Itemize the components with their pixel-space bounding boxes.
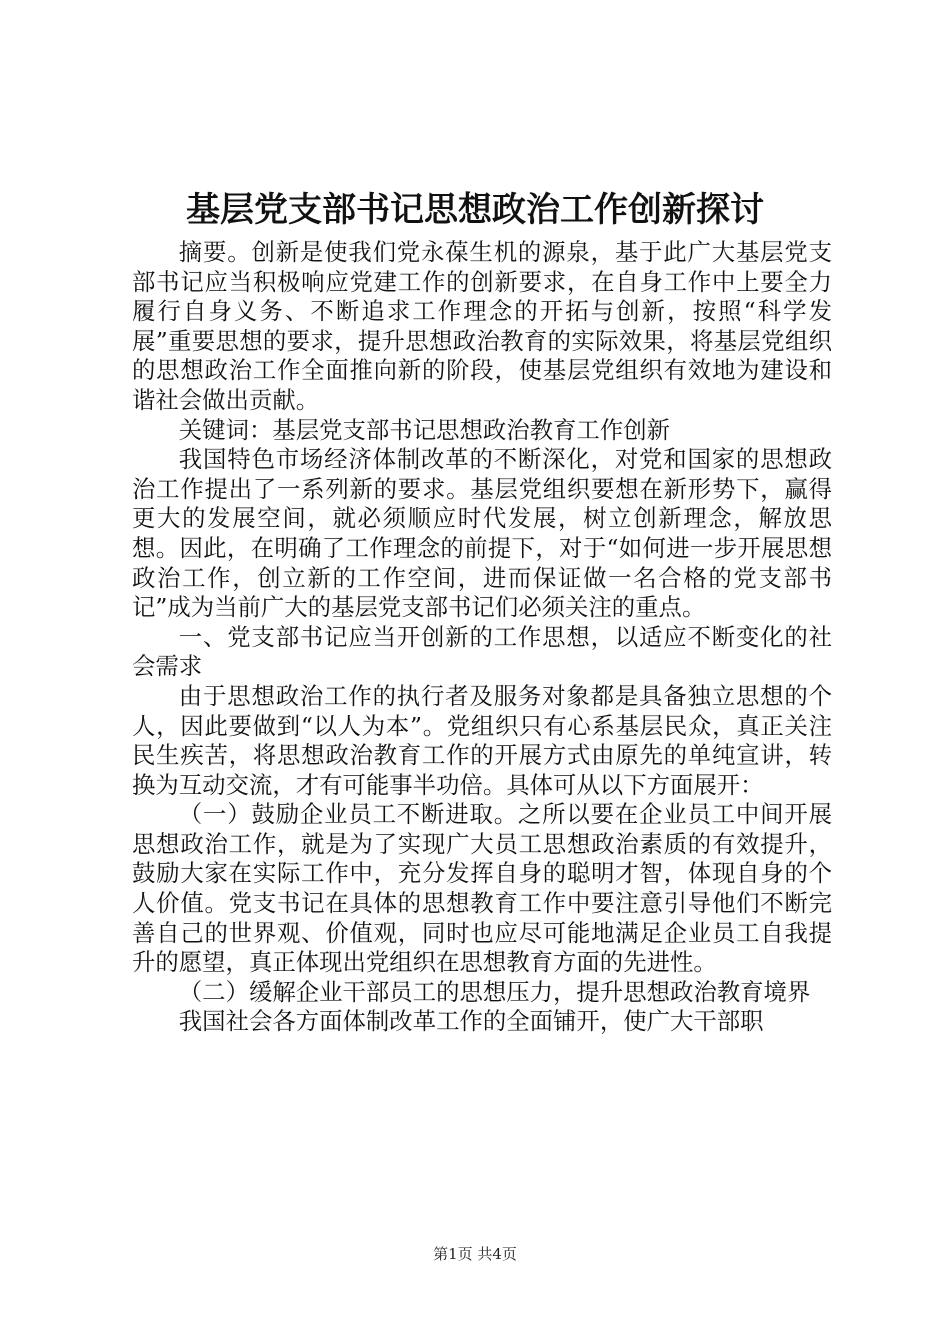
keywords-paragraph: 关键词：基层党支部书记思想政治教育工作创新	[178, 415, 670, 444]
intro-paragraph: 我国特色市场经济体制改革的不断深化，对党和国家的思想政治工作提出了一系列新的要求。基层党组织要想在新形势下，赢得更大的发展空间，就必须顺应时代发展，树立创新理念，解放思想。因此，在明确了工作理念的前提下，对于“如何进一步开展思想政治工作，创立新的工作空间，进而保证做一名合格的党支部书记”成为当前广大的基层党支部书记们必须关注的重点。	[132, 445, 832, 622]
body-paragraph-continued: 我国社会各方面体制改革工作的全面铺开，使广大干部职	[178, 1007, 764, 1036]
body-paragraph: 由于思想政治工作的执行者及服务对象都是具备独立思想的个人，因此要做到“以人为本”。党组织只有心系基层民众，真正关注民生疾苦，将思想政治教育工作的开展方式由原先的单纯宣讲，转换为互动交流，才有可能事半功倍。具体可从以下方面展开：	[132, 681, 832, 799]
subsection-heading-2: （二）缓解企业干部员工的思想压力，提升思想政治教育境界	[178, 977, 811, 1006]
document-title: 基层党支部书记思想政治工作创新探讨	[186, 190, 764, 230]
page-footer: 第1页 共4页	[433, 1245, 517, 1263]
subsection-paragraph-1: （一）鼓励企业员工不断进取。之所以要在企业员工中间开展思想政治工作，就是为了实现广大员工思想政治素质的有效提升，鼓励大家在实际工作中，充分发挥自身的聪明才智，体现自身的个人价值。党支书记在具体的思想教育工作中要注意引导他们不断完善自己的世界观、价值观，同时也应尽可能地满足企业员工自我提升的愿望，真正体现出党组织在思想教育方面的先进性。	[132, 800, 832, 977]
section-heading-1: 一、党支部书记应当开创新的工作思想，以适应不断变化的社会需求	[132, 622, 832, 681]
document-body	[132, 238, 832, 1037]
abstract-paragraph: 摘要。创新是使我们党永葆生机的源泉，基于此广大基层党支部书记应当积极响应党建工作的创新要求，在自身工作中上要全力履行自身义务、不断追求工作理念的开拓与创新，按照“科学发展”重要思想的要求，提升思想政治教育的实际效果，将基层党组织的思想政治工作全面推向新的阶段，使基层党组织有效地为建设和谐社会做出贡献。	[132, 238, 832, 414]
